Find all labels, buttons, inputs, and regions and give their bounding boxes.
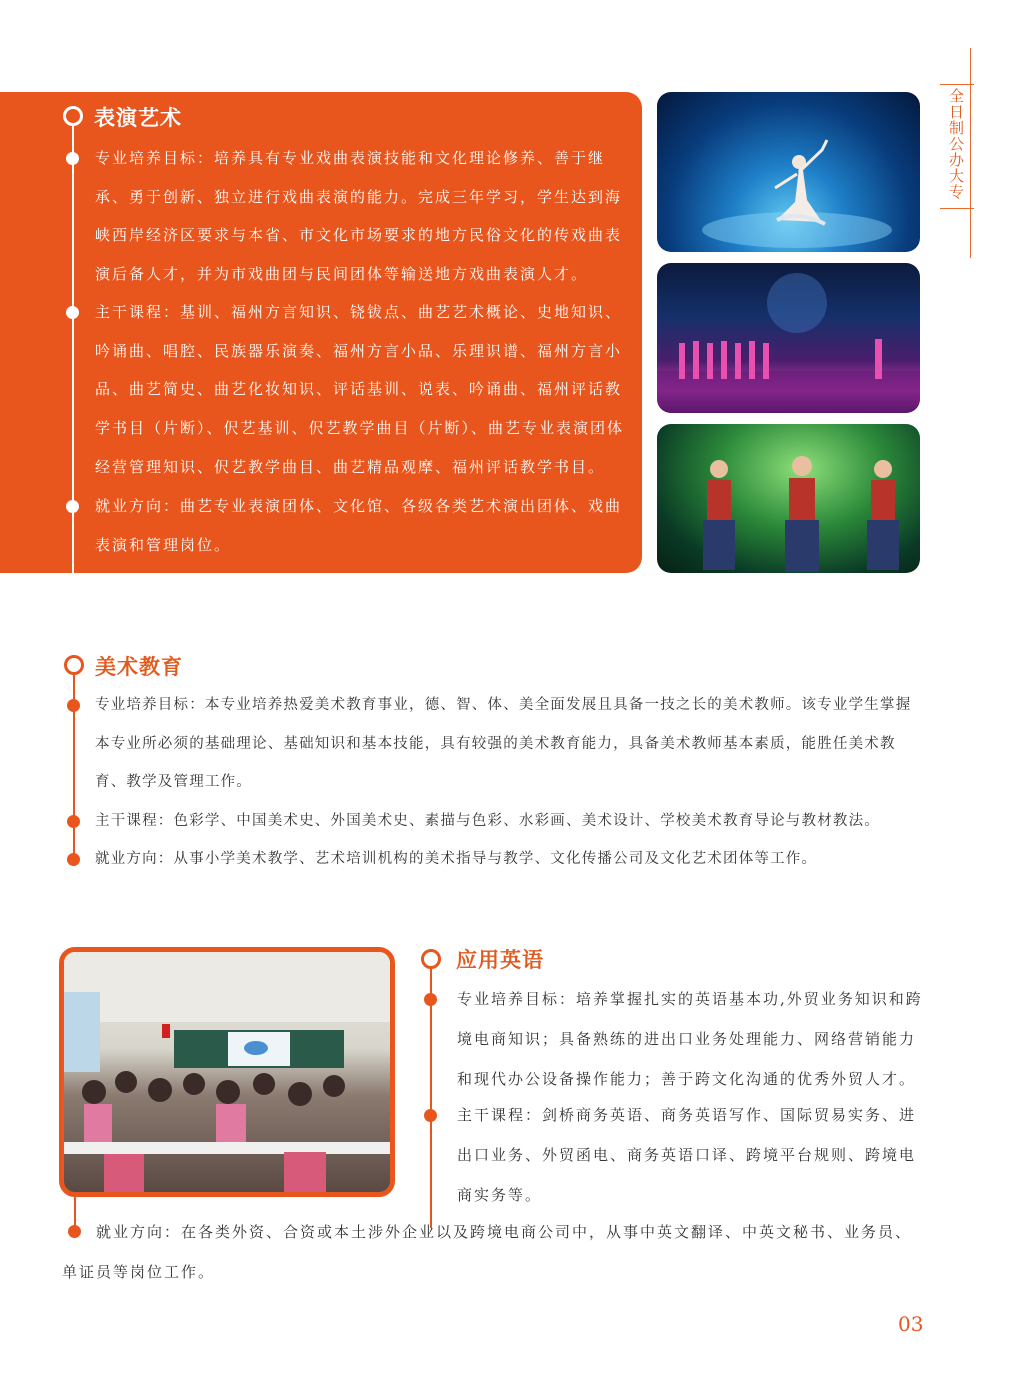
section-title: 美术教育	[95, 654, 183, 679]
bullet-dot-icon	[66, 500, 79, 513]
dancer-figure-icon	[657, 92, 920, 252]
bullet-dot-icon	[424, 1109, 437, 1122]
section-ring-icon	[63, 106, 83, 126]
side-tab-line	[970, 48, 971, 258]
bullet-dot-icon	[424, 993, 437, 1006]
photo-classroom	[59, 947, 395, 1197]
bullet-dot-icon	[67, 699, 80, 712]
bullet-dot-icon	[67, 815, 80, 828]
photo-costume-dance	[657, 424, 920, 573]
section-title: 应用英语	[456, 947, 544, 972]
group-dance-figure-icon	[657, 263, 920, 413]
section-ring-icon	[64, 655, 84, 675]
paragraph-courses: 主干课程：色彩学、中国美术史、外国美术史、素描与色彩、水彩画、美术设计、学校美术教育导论与教材教法。	[95, 813, 880, 829]
paragraph-goal: 专业培养目标：培养具有专业戏曲表演技能和文化理论修养、善于继承、勇于创新、独立进行戏曲表演的能力。完成三年学习，学生达到海峡西岸经济区要求与本省、市文化市场要求的地方民俗文化的传戏曲表演后备人才，并为市戏曲团与民间团体等输送地方戏曲表演人才。	[95, 149, 623, 284]
bullet-dot-icon	[66, 306, 79, 319]
side-tab	[940, 48, 974, 258]
section-title: 表演艺术	[94, 105, 182, 130]
bullet-dot-icon	[66, 152, 79, 165]
photo-solo-dancer	[657, 92, 920, 252]
paragraph-courses: 主干课程：剑桥商务英语、商务英语写作、国际贸易实务、进出口业务、外贸函电、商务英语口译、跨境平台规则、跨境电商实务等。	[457, 1106, 917, 1204]
classroom-figure-icon	[64, 952, 390, 1192]
section-ring-icon	[421, 949, 441, 969]
timeline-line	[430, 968, 432, 1228]
paragraph-courses: 主干课程：基训、福州方言知识、铙钹点、曲艺艺术概论、史地知识、吟诵曲、唱腔、民族器乐演奏、福州方言小品、乐理识谱、福州方言小品、曲艺简史、曲艺化妆知识、评话基训、说表、吟诵曲、福州评话教学书目（片断）、伬艺基训、伬艺教学曲目（片断）、曲艺专业表演团体经营管理知识、伬艺教学曲目、曲艺精品观摩、福州评话教学书目。	[95, 303, 625, 476]
paragraph-goal: 专业培养目标：本专业培养热爱美术教育事业，德、智、体、美全面发展且具备一技之长的美术教师。该专业学生掌握本专业所必须的基础理论、基础知识和基本技能，具有较强的美术教育能力，具备美术教师基本素质，能胜任美术教育、教学及管理工作。	[95, 697, 912, 790]
side-tab-bottom-rule	[940, 208, 974, 209]
paragraph-career: 就业方向：从事小学美术教学、艺术培训机构的美术指导与教学、文化传播公司及文化艺术团体等工作。	[95, 851, 818, 867]
photo-group-dance	[657, 263, 920, 413]
paragraph-career: 就业方向：在各类外资、合资或本土涉外企业以及跨境电商公司中，从事中英文翻译、中英文秘书、业务员、单证员等岗位工作。	[62, 1223, 913, 1281]
paragraph-career: 就业方向：曲艺专业表演团体、文化馆、各级各类艺术演出团体、戏曲表演和管理岗位。	[95, 497, 623, 554]
bullet-dot-icon	[67, 853, 80, 866]
costume-dancers-figure-icon	[657, 424, 920, 573]
paragraph-goal: 专业培养目标：培养掌握扎实的英语基本功,外贸业务知识和跨境电商知识；具备熟练的进出口业务处理能力、网络营销能力和现代办公设备操作能力；善于跨文化沟通的优秀外贸人才。	[457, 990, 923, 1088]
page-number: 03	[898, 1312, 924, 1336]
side-tab-top-rule	[940, 84, 974, 85]
side-tab-label: 全日制公办大专	[947, 88, 965, 200]
